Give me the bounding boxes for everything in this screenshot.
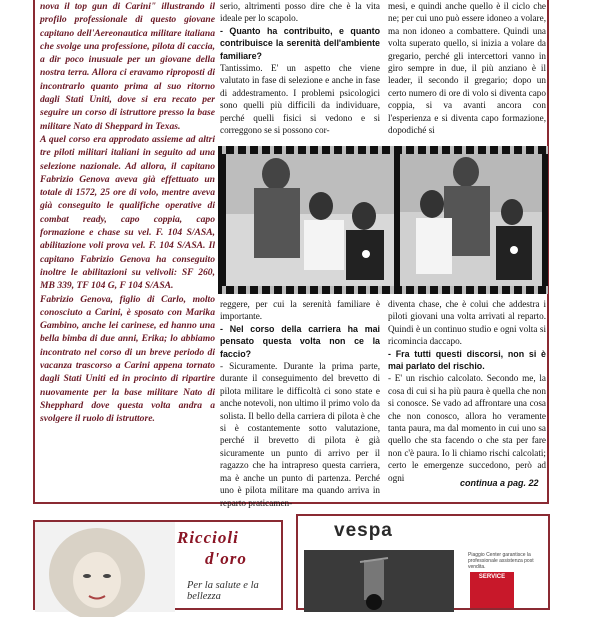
ad-right-small-text: Piaggio Center garantisce la professionale assistenza post vendita. xyxy=(468,552,534,570)
upper-mid-column xyxy=(220,0,380,146)
ad-riccioli-doro xyxy=(33,520,283,610)
ad-right-title: vespa xyxy=(334,520,393,541)
answer-1: Tantissimo. E' un aspetto che viene valutato in fase di selezione e anche in fase di addestramento. I problemi psicologici sono quelli più difficili da individuare, perché quelli fisici si vedono e si correggono se si possono cor- xyxy=(220,63,380,136)
left-paragraph-1: nova il top gun di Carini" illustrando il profilo professionale di questo giovane capitano dell'Aereonautica militare italiana che svolge una professione, pilota di caccia, a dir poco inusuale per un giovane della nostra terra. Allora ci eravamo riproposti di incontrarlo quanto prima al suo ritorno dagli Stati Uniti, dove si era recato per seguire un corso di istruttore presso la base militare Nato di Sheppard in Texas. xyxy=(40,1,215,132)
woman-portrait-image xyxy=(35,522,175,612)
service-badge-label: SERVICE xyxy=(478,574,506,580)
ad-left-title-1: Riccioli xyxy=(177,528,239,547)
sprocket-bottom xyxy=(218,286,548,294)
ad-left-title-2: d'oro xyxy=(205,549,247,568)
family-photo-right xyxy=(400,154,542,286)
family-photo-left xyxy=(226,154,394,286)
lower-mid-column xyxy=(220,298,380,508)
question-1: - Quanto ha contribuito, e quanto contribuisce la serenità dell'ambiente familiare? xyxy=(220,25,380,61)
question-2: - Nel corso della carriera ha mai pensato questa volta non ce la faccio? xyxy=(220,323,380,359)
lower-right-text: diventa chase, che è colui che addestra i piloti giovani una volta arrivati al reparto. Quindi è un continuo studio e ogni volta si ricomincia daccapo. xyxy=(388,299,546,347)
photo-film-strip xyxy=(218,146,548,294)
service-badge xyxy=(470,572,514,608)
upper-right-column xyxy=(388,0,546,146)
ad-left-subtitle: Per la salute e la bellezza xyxy=(187,580,259,602)
left-column xyxy=(40,0,215,500)
lower-mid-text: reggere, per cui la serenità familiare è importante. xyxy=(220,299,380,322)
answer-2: - Sicuramente. Durante la prima parte, durante il conseguimento del brevetto di pilota militare le difficoltà ci sono state e anche notevoli, non ultimo il primo volo da solista. Il bello della carriera di pilota è che si è costantemente sotto valutazione, perché il brevetto di pilota è già sicuramente un punto di arrivo per il ragazzo che ha intrapreso questa carriera, ma è anche un punto di partenza. Perché uno è pilota militare ma quando arriva in reparto praticamen- xyxy=(220,361,380,508)
upper-right-text: mesi, e quindi anche quello è il ciclo che ne; per cui uno può essere idoneo a volare, ma non idoneo a combattere. Quindi una volta superato quello, si inizia a volare da gregario, perché gli intercettori vanno in giro sempre in due, il più anziano è il leader, il secondo il gregario; dopo un certo numero di ore di volo si diventa capo coppia, si va avanti ancora con l'esperienza e si diventa capo formazione, dopodiché si xyxy=(388,1,546,136)
sprocket-top xyxy=(218,146,548,154)
question-3: - Fra tutti questi discorsi, non si è mai parlato del rischio. xyxy=(388,348,546,372)
answer-3: - E' un rischio calcolato. Secondo me, la cosa di cui si ha più paura è quella che non si conosce. Se vado ad affrontare una cosa che non conosco, allora ho veramente tanta paura, ma dal momento in cui uno sa quello che sta facendo o che sta per fare non c'è paura. Io li chiamo rischi calcolati; certo le emergenze succedono, però ad ogni xyxy=(388,373,546,483)
left-paragraph-3: Fabrizio Genova, figlio di Carlo, molto conosciuto a Carini, è sposato con Marika Gambino, anche lei carinese, ed hanno una bella bimba di due anni, Erika; lo abbiamo incontrato nel corso di un breve periodo di vacanza trascorso a Carini appena tornato dagli Stati Uniti ed in procinto di ripartire nuovamente per la base militare Nato di Shepphard dove questa volta andra a svolgere il ruolo di istruttore. xyxy=(40,293,215,425)
left-paragraph-2: A quel corso era approdato assieme ad altri tre piloti militari italiani in seguito ad una selezione nazionale. Ad allora, il capitano Fabrizio Genova aveva già effettuato un totale di 1572, 25 ore di volo, mentre aveva già conseguito le qualifiche operative di combat ready, capo coppia, capo formazione e chase su vel. F. 104 S/ASA, abilitazione voli prova vel. F. 104 S/ASA. Il capitano Fabrizio Genova ha conseguito inoltre le abilitazioni su velivoli: SF 260, MB 339, TF 104 G, F 104 S/ASA. xyxy=(40,133,215,292)
ad-vespa xyxy=(296,514,550,610)
upper-mid-text: serio, altrimenti posso dire che è la vita ideale per lo scapolo. xyxy=(220,1,380,24)
scooter-image xyxy=(304,550,454,612)
continue-note: continua a pag. 22 xyxy=(460,478,539,488)
